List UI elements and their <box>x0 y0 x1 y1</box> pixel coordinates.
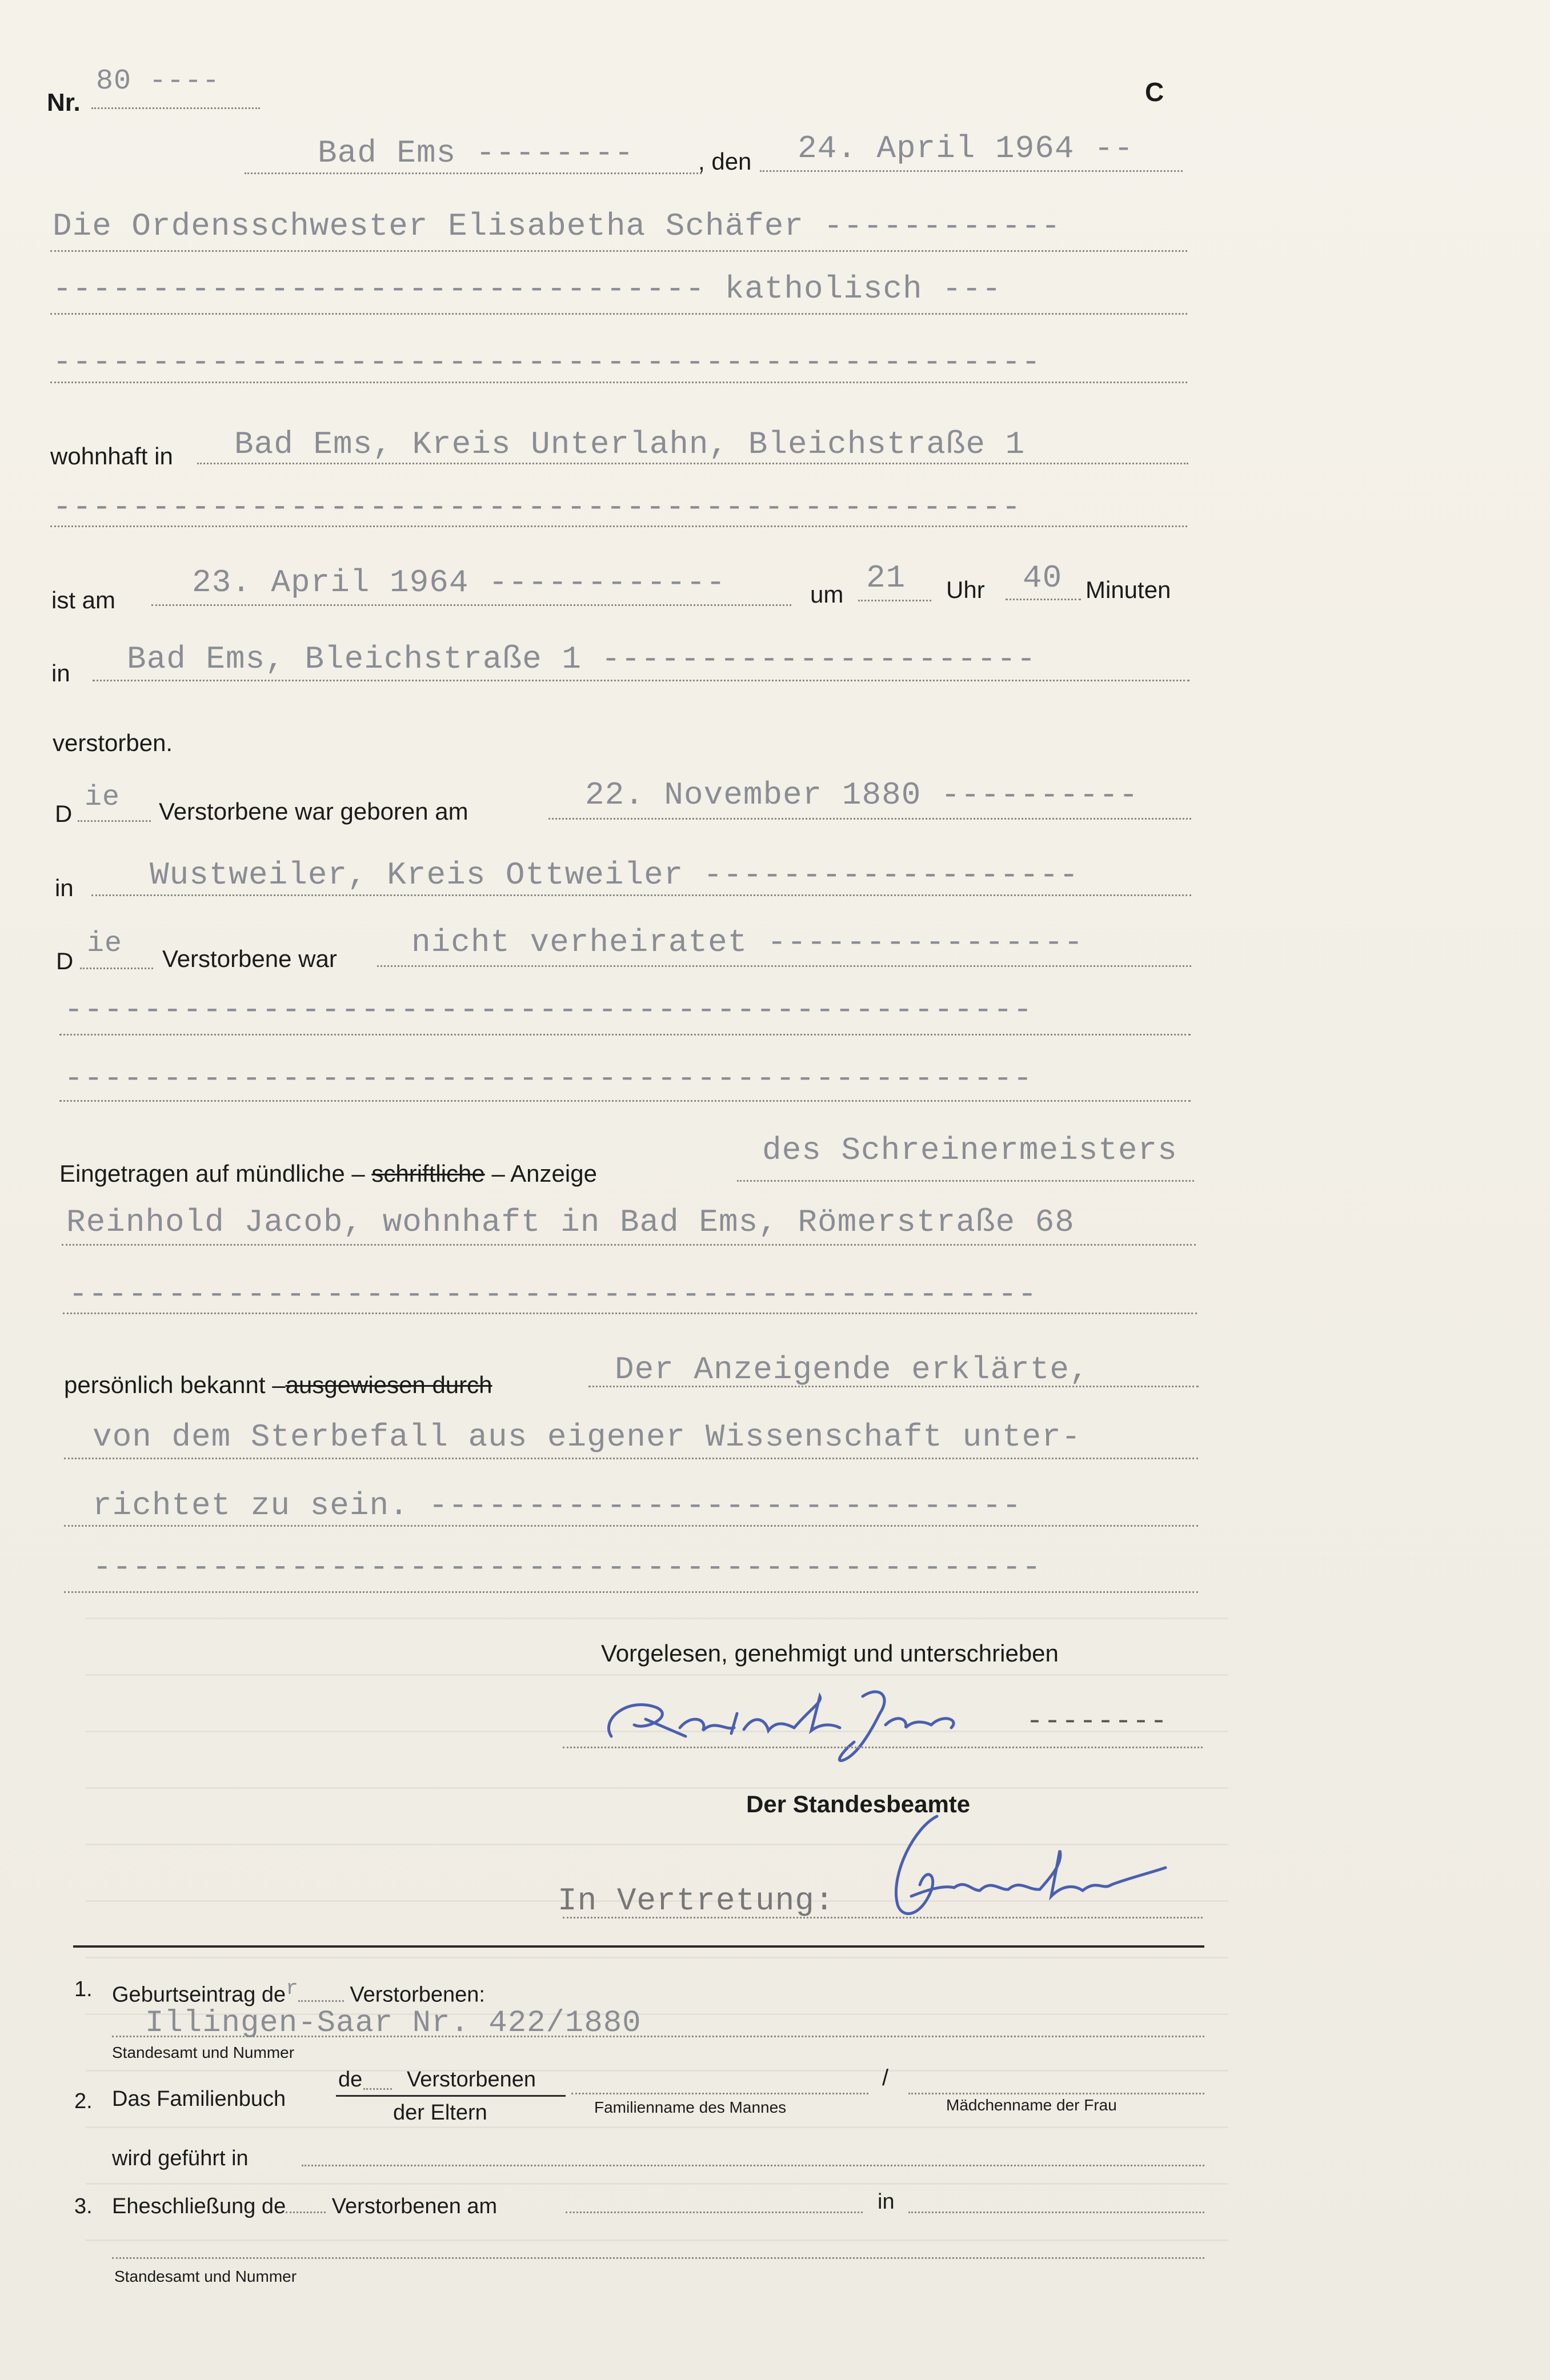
dotted-line <box>93 680 1189 681</box>
marital-value: nicht verheiratet ---------------- <box>411 924 1084 961</box>
dotted-line <box>588 1386 1199 1387</box>
item3-caption: Standesamt und Nummer <box>114 2267 297 2285</box>
marital-line-2: ------------------------------------------------- <box>64 992 1033 1028</box>
dotted-line <box>80 968 153 969</box>
identification-value-2: von dem Sterbefall aus eigener Wissenschaft unter- <box>93 1419 1082 1455</box>
um-label: um <box>810 581 844 608</box>
item3-in-label: in <box>878 2190 895 2214</box>
marital-d-prefix: D <box>56 948 74 974</box>
dotted-line <box>197 463 1188 464</box>
dotted-line <box>151 604 791 606</box>
registration-value-3: ------------------------------------------------- <box>69 1276 1038 1313</box>
identification-label: persönlich bekannt –ausgewiesen durch <box>64 1371 492 1398</box>
den-label: , den <box>698 148 752 175</box>
item3-label: Eheschließung de Verstorbenen am <box>112 2194 498 2218</box>
identification-value-4: ------------------------------------------------ <box>93 1549 1042 1586</box>
marital-label: Verstorbene war <box>162 945 337 972</box>
dotted-line <box>566 2212 863 2213</box>
registrar-signature <box>857 1805 1177 1931</box>
nr-label: Nr. <box>47 89 81 117</box>
item1-value: Illingen-Saar Nr. 422/1880 <box>145 2006 642 2041</box>
death-minutes: 40 <box>1023 560 1063 596</box>
identification-value-1: Der Anzeigende erklärte, <box>615 1351 1090 1388</box>
dotted-line <box>112 2257 1204 2259</box>
item2-de: de <box>338 2068 363 2092</box>
item1-number: 1. <box>74 1977 93 2001</box>
item2-verstorbenen: Verstorbenen <box>407 2068 536 2092</box>
birth-date: 22. November 1880 ---------- <box>585 777 1139 813</box>
dotted-line <box>377 965 1191 967</box>
marital-article: ie <box>87 928 123 960</box>
verstorben-label: verstorben. <box>53 729 173 756</box>
person-line-3: -------------------------------------------------- <box>53 344 1042 380</box>
read-approved-label: Vorgelesen, genehmigt und unterschrieben <box>601 1640 1059 1667</box>
item2-wird-label: wird geführt in <box>112 2146 249 2170</box>
vertretung-label: In Vertretung: <box>558 1883 835 1919</box>
item2-slash: / <box>882 2065 889 2090</box>
form-letter: C <box>1145 77 1164 107</box>
item2-number: 2. <box>74 2089 93 2113</box>
death-in-label: in <box>51 660 70 687</box>
dotted-line <box>64 1525 1198 1527</box>
informant-signature-text: Reinhold Jacob <box>594 1673 598 1674</box>
residence-line-2: ------------------------------------------------- <box>53 489 1022 525</box>
dotted-line <box>363 2088 392 2090</box>
item2-caption-husband: Familienname des Mannes <box>594 2098 787 2116</box>
residence-label: wohnhaft in <box>50 443 173 469</box>
dotted-line <box>563 1747 1203 1748</box>
dotted-line <box>302 2165 1204 2166</box>
registration-value-2: Reinhold Jacob, wohnhaft in Bad Ems, Römerstraße 68 <box>66 1204 1075 1241</box>
dotted-line <box>63 1313 1197 1314</box>
minuten-label: Minuten <box>1086 576 1171 603</box>
person-line-1: Die Ordensschwester Elisabetha Schäfer ------------ <box>53 208 1061 244</box>
fraction-line <box>336 2095 566 2097</box>
item2-label: Das Familienbuch <box>112 2087 286 2111</box>
death-date: 23. April 1964 ------------ <box>192 564 726 601</box>
uhr-label: Uhr <box>946 576 985 603</box>
dotted-line <box>50 525 1187 527</box>
dotted-line <box>91 894 1191 896</box>
informant-signature <box>594 1673 983 1771</box>
record-number: 80 ---- <box>96 65 221 98</box>
dotted-line <box>64 1458 1198 1459</box>
item1-caption: Standesamt und Nummer <box>112 2044 295 2061</box>
marital-line-3: ------------------------------------------------- <box>64 1060 1033 1097</box>
registration-value-1: des Schreinermeisters <box>762 1132 1177 1169</box>
struck-option-id: ausgewiesen durch <box>285 1371 492 1398</box>
identification-value-3: richtet zu sein. ------------------------------ <box>93 1487 1022 1524</box>
dotted-line <box>908 2093 1204 2094</box>
dotted-line <box>112 2036 1204 2037</box>
header-place: Bad Ems -------- <box>318 135 634 171</box>
birth-place: Wustweiler, Kreis Ottweiler ------------------- <box>150 857 1079 893</box>
header-date-line <box>760 170 1183 172</box>
dotted-line <box>50 313 1187 315</box>
death-place: Bad Ems, Bleichstraße 1 ---------------------- <box>127 641 1036 677</box>
registration-label: Eingetragen auf mündliche – schriftliche – Anzeige <box>59 1160 597 1187</box>
dotted-line <box>50 382 1187 383</box>
dotted-line <box>62 1244 1196 1246</box>
dotted-line <box>571 2093 868 2094</box>
struck-option-written: schriftliche <box>371 1160 485 1187</box>
dotted-line <box>78 820 151 822</box>
item1-label: Geburtseintrag $de^r$ Verstorbenen: <box>112 1977 485 2007</box>
birth-in-label: in <box>55 874 74 901</box>
birth-article: ie <box>85 781 121 814</box>
header-date: 24. April 1964 -- <box>798 130 1134 167</box>
registrar-label: Der Standesbeamte <box>746 1791 971 1817</box>
dotted-line <box>548 818 1191 820</box>
informant-dashes: -------- <box>1026 1705 1168 1738</box>
nr-line <box>91 107 260 109</box>
dotted-line <box>50 250 1187 252</box>
birth-label: Verstorbene war geboren am <box>159 798 468 825</box>
dotted-line <box>1006 599 1081 600</box>
death-hour: 21 <box>866 560 906 596</box>
header-place-line <box>245 172 702 174</box>
item2-eltern: der Eltern <box>393 2101 487 2125</box>
dotted-line <box>737 1180 1194 1182</box>
person-line-2: --------------------------------- katholisch --- <box>53 271 1002 307</box>
item3-number: 3. <box>74 2194 93 2218</box>
section-rule <box>73 1945 1204 1948</box>
ist-am-label: ist am <box>51 587 116 613</box>
dotted-line <box>64 1591 1198 1593</box>
item2-caption-wife: Mädchenname der Frau <box>946 2096 1117 2114</box>
dotted-line <box>563 1917 1203 1919</box>
dotted-line <box>908 2212 1204 2213</box>
dotted-line <box>858 600 931 601</box>
residence-value: Bad Ems, Kreis Unterlahn, Bleichstraße 1 <box>234 426 1026 463</box>
dotted-line <box>59 1034 1191 1036</box>
dotted-line <box>59 1100 1191 1102</box>
birth-d-prefix: D <box>55 800 73 827</box>
